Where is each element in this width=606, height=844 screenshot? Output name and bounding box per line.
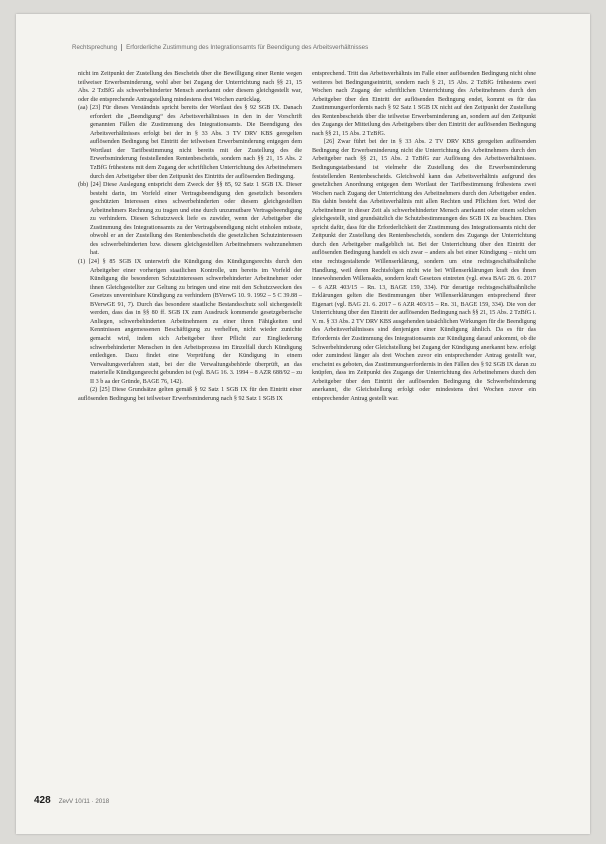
page-number: 428	[34, 795, 51, 806]
header-section: Rechtsprechung	[72, 44, 118, 52]
paragraph: (bb) [24] Diese Auslegung entspricht dem Zweck der §§ 85, 92 Satz 1 SGB IX. Dieser besteht darin, im Vorfeld einer Vertragsbeendigung den gesetzlich besonders geschützten Interessen eines schwerbehinderten oder diesem gleichgestellten Arbeitnehmers Rechnung zu tragen und eine durch unzumutbare Vertragsbeendigung zu verhindern. Diesen Schutzzweck liefe es zuwider, wenn der Arbeitgeber die Zustimmung des Integrationsamts zu der Vertragsbeendigung nicht einholen müsste, obwohl er an der Zustellung des Rentenbescheids die gesetzlichen Schutzinteressen des schwerbehinderten bzw. diesem gleichgestellten Arbeitnehmers wahrzunehmen hat.	[78, 182, 302, 257]
page-footer	[34, 790, 109, 808]
paragraph: [26] Zwar führt bei der in § 33 Abs. 2 TV DRV KBS geregelten auflösenden Bedingung der Erwerbsminderung nicht die Unterrichtung des Arbeitnehmers durch den Arbeitgeber nach §§ 21, 15 Abs. 2 TzBfG zur Auflösung des Arbeitsverhältnisses. Bedingungstatbestand ist vielmehr die Zustellung des die Erwerbsminderung feststellenden Rentenbescheids. Gleichwohl kann das Arbeitsverhältnis aufgrund des gesetzlichen Anordnung entgegen dem Wortlaut der Tarifbestimmung frühestens zwei Wochen nach Zugang der Unterrichtung des Arbeitnehmers durch den Arbeitgeber enden. Bis dahin besteht das Arbeitsverhältnis mit allen Rechten und Pflichten fort. Wird der Arbeitnehmer in dieser Zeit als schwerbehinderter Mensch anerkannt oder einem solchen gleichgestellt, sind grundsätzlich die Schutzbestimmungen des SGB IX zu beachten. Dies spricht dafür, dass für die Erforderlichkeit der Zustimmung des Integrationsamts nicht der Zeitpunkt der Zustellung des Rentenbescheids, sondern des Zugangs der Unterrichtung durch den Arbeitgeber maßgeblich ist. Bei der Unterrichtung über den Eintritt der auflösenden Bedingung handelt es sich zwar – anders als bei einer Kündigung – nicht um eine rechtsgestaltende Willenserklärung, sondern um eine rechtsgeschäftsähnliche Handlung, weil deren Rechtsfolgen nicht wie bei Willenserklärungen kraft des ihnen innewohnenden Willensakts, sondern kraft Gesetzes eintreten (vgl. etwa BAG 28. 6. 2017 – 6 AZR 403/15 – Rn. 13, BAGE 159, 334). Für derartige rechtsgeschäftsähnliche Erklärungen gelten die Bestimmungen über Willenserklärungen entsprechend ihrer Eigenart (vgl. BAG 21. 6. 2017 – 6 AZR 403/15 – Rn. 31, BAGE 159, 334). Die von der Unterrichtung über den Eintritt der auflösenden Bedingung nach §§ 21, 15 Abs. 2 TzBfG i. V. m. § 33 Abs. 2 TV DRV KBS ausgehenden tatsächlichen Wirkungen für die Beendigung des Arbeitsverhältnisses sind denjenigen einer Kündigung ähnlich. Da es für das Erfordernis der Zustimmung des Integrationsamts zur Kündigung darauf ankommt, ob die Schwerbehinderung oder Gleichstellung bei Zugang der Kündigung anerkannt bzw. erfolgt oder zumindest länger als drei Wochen zuvor ein entsprechender Antrag gestellt war, erscheint es geboten, das Zustimmungserfordernis in den Fällen des § 92 SGB IX daran zu knüpfen, dass im Zeitpunkt des Zugangs der Unterrichtung des Arbeitnehmers durch den Arbeitgeber über den Eintritt der auflösenden Bedingung die Schwerbehinderung anerkannt, die Gleichstellung erfolgt oder mindestens drei Wochen zuvor ein entsprechender Antrag gestellt war.	[312, 139, 536, 402]
header-separator	[121, 44, 122, 51]
paragraph: (2) [25] Diese Grundsätze gelten gemäß § 92 Satz 1 SGB IX für den Eintritt einer auflösenden Bedingung bei teilweiser Erwerbsminderung nach § 92 Satz 1 SGB IX	[78, 387, 302, 402]
paragraph: (1) [24] § 85 SGB IX unterwirft die Kündigung des Kündigungsrechts durch den Arbeitgeber einer vorherigen staatlichen Kontrolle, um bereits im Vorfeld der Kündigung die besonderen Schutzinteressen schwerbehinderter Arbeitnehmer oder ihnen Gleichgestellter zur Geltung zu bringen und eine mit den Schutzzwecken des Gesetzes unvereinbare Kündigung zu verhindern (BVerwG 10. 9. 1992 – 5 C 39.88 – BVerwGE 91, 7). Durch das besondere staatliche Bestandsschutz soll sichergestellt werden, dass das in §§ 80 ff. SGB IX zum Ausdruck kommende gesetzgeberische Anliegen, schwerbehinderten Arbeitnehmern zu einer ihren Fähigkeiten und Kenntnissen angemessenen Beschäftigung zu verhelfen, nicht wieder zunichte gemacht wird, indem sich Arbeitgeber ihrer Pflicht zur Eingliederung schwerbehinderter Menschen in den Arbeitsprozess im Einzelfall durch Kündigung entledigen. Dazu findet eine Vorprüfung der Kündigung in einem Verwaltungsverfahren statt, bei der die Verwaltungsbehörde überprüft, an das materielle Kündigungsrecht gebunden ist (vgl. BAG 16. 3. 1994 – 8 AZR 688/92 – zu II 3 b aa der Gründe, BAGE 76, 142).	[78, 259, 302, 385]
journal-citation: ZevV 10/11 · 2018	[58, 798, 110, 805]
header-title: Erforderliche Zustimmung des Integrationsamts für Beendigung des Arbeitsverhältnisses	[126, 44, 369, 52]
paragraph: nicht im Zeitpunkt der Zustellung des Bescheids über die Bewilligung einer Rente wegen teilweiser Erwerbsminderung, wohl aber bei Zugang der Unterrichtung nach §§ 21, 15 Abs. 2 TzBfG als schwerbehinderter Mensch anerkannt oder diesem gleichgestellt war, oder die entsprechende Antragstellung mindestens drei Wochen zurücklag.	[78, 71, 302, 103]
left-column	[78, 70, 302, 403]
document-page	[16, 14, 590, 834]
paragraph: entsprechend. Tritt das Arbeitsverhältnis im Falle einer auflösenden Bedingung nicht ohne weiteres bei Bedingungseintritt, sondern nach § 21, 15 Abs. 2 TzBfG frühestens zwei Wochen nach Zugang der schriftlichen Unterrichtung des Arbeitnehmers durch den Arbeitgeber über den Eintritt der auflösenden Bedingung endet, kommt es für das Zustimmungserfordernis nach § 92 Satz 1 SGB IX nicht auf den Zeitpunkt der Zustellung des Rentenbescheids über die teilweise Erwerbsminderung an, sondern auf den Zeitpunkt des Zugangs der Mitteilung des Arbeitgebers über den Eintritt der auflösenden Bedingung nach §§ 21, 15 Abs. 2 TzBfG.	[312, 71, 536, 137]
right-column	[312, 70, 536, 403]
paragraph: (aa) [23] Für dieses Verständnis spricht bereits der Wortlaut des § 92 SGB IX. Danach erfordert die „Beendigung“ des Arbeitsverhältnisses in den in der Vorschrift genannten Fällen die Zustimmung des Integrationsamts. Die Beendigung des Arbeitsverhältnisses erfolgt bei der in § 33 Abs. 3 TV DRV KBS geregelten auflösenden Bedingung bei Eintritt der teilweisen Erwerbsminderung entgegen dem Wortlaut der Tarifbestimmung nicht bereits mit der Zustellung des die Erwerbsminderung feststellenden Rentenbescheids, sondern nach §§ 21, 15 Abs. 2 TzBfG frühestens mit dem Zugang der schriftlichen Unterrichtung des Arbeitnehmers durch den Arbeitgeber über den Zeitpunkt des Eintritts der auflösenden Bedingung.	[78, 105, 302, 180]
running-header	[72, 44, 550, 51]
